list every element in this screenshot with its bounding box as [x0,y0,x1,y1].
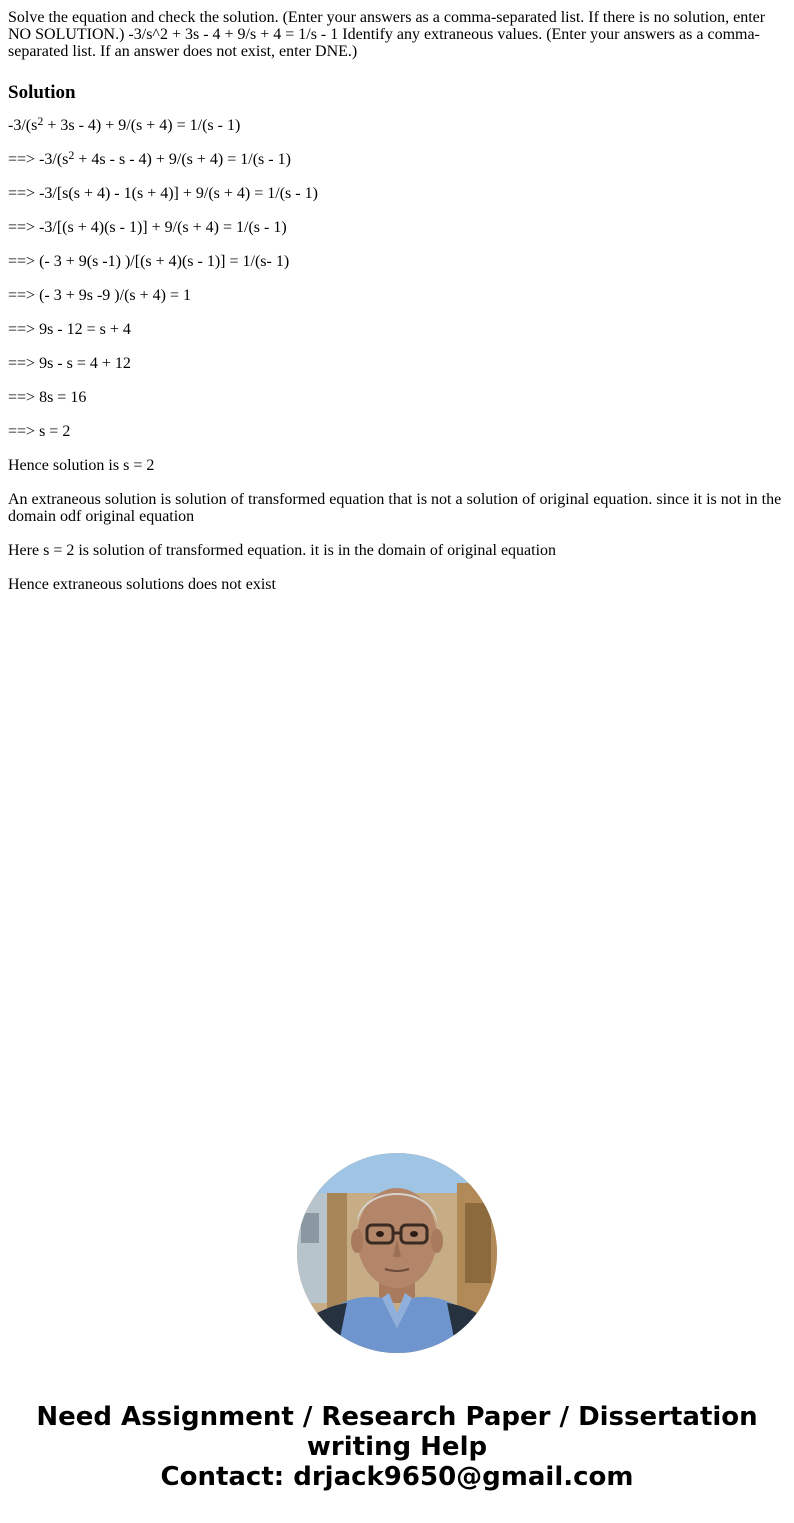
solution-step-6: ==> (- 3 + 9s -9 )/(s + 4) = 1 [8,287,192,304]
solution-step-7: ==> 9s - 12 = s + 4 [8,321,131,338]
extraneous-check: Here s = 2 is solution of transformed equation. it is in the domain of original equation [8,542,557,559]
solution-heading: Solution [8,82,76,103]
question-text: Solve the equation and check the solution. (Enter your answers as a comma-separated list. If there is no solution, enter NO SOLUTION.) -3/s^2 + 3s - 4 + 9/s + 4 = 1/s - 1 Identify any extraneous values. (Enter your answers as a comma-separated list. If an answer does not exist, enter DNE.) [8,9,766,60]
solution-document [8,9,786,610]
solution-steps [8,114,786,593]
footer-contact: Contact: drjack9650@gmail.com [160,1462,634,1492]
author-avatar [297,1153,497,1353]
extraneous-definition: An extraneous solution is solution of transformed equation that is not a solution of original equation. since it is not in the domain odf original equation [8,491,782,525]
solution-step-9: ==> 8s = 16 [8,389,87,406]
footer-line-1: Need Assignment / Research Paper / Dissertation [36,1402,758,1432]
solution-step-4: ==> -3/[(s + 4)(s - 1)] + 9/(s + 4) = 1/(s - 1) [8,219,287,236]
footer-promo [0,1402,794,1492]
solution-conclusion: Hence solution is s = 2 [8,457,155,474]
solution-step-2: ==> $-3/(s^2 + 4s - s - 4) + 9/(s + 4) = 1/(s - 1)$ [8,148,291,168]
footer-line-2: writing Help [306,1432,488,1462]
solution-step-1: $-3/(s^2 + 3s - 4) + 9/(s + 4) = 1/(s - 1)$ [8,114,241,134]
solution-step-10: ==> s = 2 [8,423,71,440]
solution-step-8: ==> 9s - s = 4 + 12 [8,355,131,372]
solution-step-5: ==> (- 3 + 9(s -1) )/[(s + 4)(s - 1)] = 1/(s- 1) [8,253,290,270]
solution-step-3: ==> -3/[s(s + 4) - 1(s + 4)] + 9/(s + 4) = 1/(s - 1) [8,185,318,202]
extraneous-conclusion: Hence extraneous solutions does not exist [8,576,276,593]
